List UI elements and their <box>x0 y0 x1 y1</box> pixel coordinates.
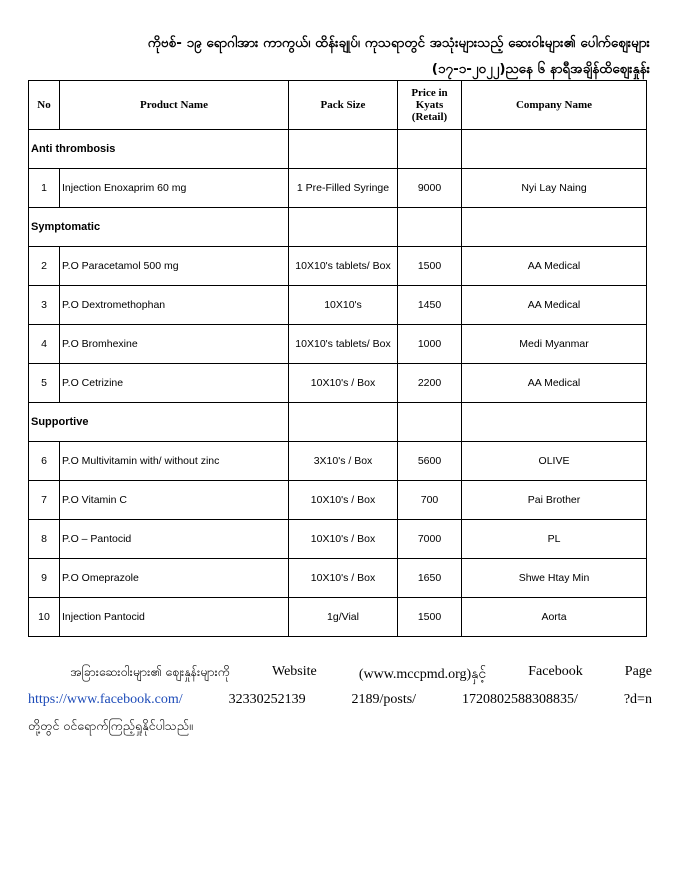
table-row <box>29 442 647 481</box>
footer-word: Facebook <box>528 664 583 679</box>
table-row <box>29 325 647 364</box>
price-cell: 5600 <box>398 442 462 481</box>
no-cell: 7 <box>29 481 60 520</box>
product-name-cell: Injection Enoxaprim 60 mg <box>60 169 289 208</box>
price-cell: 2200 <box>398 364 462 403</box>
document-title: ကိုဗစ်- ၁၉ ရောဂါအား ကာကွယ်၊ ထိန်းချုပ်၊ ကုသရာတွင် အသုံးများသည့် ဆေးဝါးများ၏ ပေါက်ဈေးများ <box>147 35 650 51</box>
product-name-cell: P.O Omeprazole <box>60 559 289 598</box>
pack-size-cell: 10X10's <box>289 286 398 325</box>
company-name-cell: AA Medical <box>462 247 647 286</box>
empty-cell <box>289 403 398 442</box>
section-heading: Supportive <box>29 403 289 442</box>
price-cell: 1500 <box>398 598 462 637</box>
section-heading: Symptomatic <box>29 208 289 247</box>
pack-size-cell: 10X10's tablets/ Box <box>289 247 398 286</box>
footer-word: Website <box>271 664 317 679</box>
no-cell: 6 <box>29 442 60 481</box>
company-name-cell: AA Medical <box>462 364 647 403</box>
footer-line-3: တို့တွင် ဝင်ရောက်ကြည့်ရှုနိုင်ပါသည်။ <box>28 718 193 733</box>
empty-cell <box>398 208 462 247</box>
footer-word: Page <box>624 664 652 679</box>
empty-cell <box>289 130 398 169</box>
price-cell: 1650 <box>398 559 462 598</box>
company-name-cell: Nyi Lay Naing <box>462 169 647 208</box>
table-row <box>29 598 647 637</box>
product-name-cell: P.O Cetrizine <box>60 364 289 403</box>
no-cell: 8 <box>29 520 60 559</box>
company-name-cell: OLIVE <box>462 442 647 481</box>
table-row <box>29 169 647 208</box>
column-header-price: Price in Kyats (Retail) <box>398 81 462 130</box>
company-name-cell: Aorta <box>462 598 647 637</box>
product-name-cell: P.O Dextromethophan <box>60 286 289 325</box>
empty-cell <box>289 208 398 247</box>
table-row <box>29 247 647 286</box>
company-name-cell: Medi Myanmar <box>462 325 647 364</box>
footer-link-part: 32330252139 <box>228 692 306 707</box>
product-name-cell: Injection Pantocid <box>60 598 289 637</box>
price-cell: 9000 <box>398 169 462 208</box>
table-row <box>29 520 647 559</box>
empty-cell <box>398 130 462 169</box>
price-cell: 7000 <box>398 520 462 559</box>
price-table <box>28 80 647 637</box>
product-name-cell: P.O Paracetamol 500 mg <box>60 247 289 286</box>
no-cell: 10 <box>29 598 60 637</box>
no-cell: 1 <box>29 169 60 208</box>
empty-cell <box>462 130 647 169</box>
document-subtitle-date: (၁၇-၁-၂၀၂၂)ညနေ ၆ နာရီအချိန်ထိဈေးနှုန်း <box>431 61 650 77</box>
footer-website-text[interactable]: (www.mccpmd.org)နှင့် <box>358 667 487 682</box>
pack-size-cell: 10X10's / Box <box>289 481 398 520</box>
pack-size-cell: 1g/Vial <box>289 598 398 637</box>
product-name-cell: P.O Multivitamin with/ without zinc <box>60 442 289 481</box>
empty-cell <box>462 403 647 442</box>
company-name-cell: Shwe Htay Min <box>462 559 647 598</box>
pack-size-cell: 3X10's / Box <box>289 442 398 481</box>
no-cell: 4 <box>29 325 60 364</box>
section-row <box>29 130 647 169</box>
pack-size-cell: 1 Pre-Filled Syringe <box>289 169 398 208</box>
footer-line-2 <box>28 692 652 708</box>
facebook-link[interactable]: https://www.facebook.com/ <box>28 692 183 707</box>
product-name-cell: P.O – Pantocid <box>60 520 289 559</box>
column-header-product: Product Name <box>60 81 289 130</box>
table-body <box>29 130 647 637</box>
company-name-cell: PL <box>462 520 647 559</box>
footer-link-part: 1720802588308835/ <box>462 692 578 707</box>
empty-cell <box>462 208 647 247</box>
table-row <box>29 559 647 598</box>
price-cell: 700 <box>398 481 462 520</box>
price-cell: 1500 <box>398 247 462 286</box>
column-header-pack: Pack Size <box>289 81 398 130</box>
footer-link-part: ?d=n <box>623 692 652 707</box>
price-cell: 1000 <box>398 325 462 364</box>
no-cell: 2 <box>29 247 60 286</box>
pack-size-cell: 10X10's tablets/ Box <box>289 325 398 364</box>
no-cell: 9 <box>29 559 60 598</box>
table-row <box>29 481 647 520</box>
pack-size-cell: 10X10's / Box <box>289 364 398 403</box>
table-row <box>29 286 647 325</box>
product-name-cell: P.O Bromhexine <box>60 325 289 364</box>
product-name-cell: P.O Vitamin C <box>60 481 289 520</box>
section-row <box>29 403 647 442</box>
pack-size-cell: 10X10's / Box <box>289 559 398 598</box>
column-header-no: No <box>29 81 60 130</box>
company-name-cell: Pai Brother <box>462 481 647 520</box>
table-row <box>29 364 647 403</box>
section-row <box>29 208 647 247</box>
empty-cell <box>398 403 462 442</box>
column-header-company: Company Name <box>462 81 647 130</box>
pack-size-cell: 10X10's / Box <box>289 520 398 559</box>
price-cell: 1450 <box>398 286 462 325</box>
footer-intro-text: အခြားဆေးဝါးများ၏ ဈေးနှုန်းများကို <box>70 664 230 679</box>
footer-line-1 <box>28 664 652 685</box>
footer-link-part: 2189/posts/ <box>351 692 417 707</box>
company-name-cell: AA Medical <box>462 286 647 325</box>
section-heading: Anti thrombosis <box>29 130 289 169</box>
no-cell: 5 <box>29 364 60 403</box>
table-header-row <box>29 81 647 130</box>
no-cell: 3 <box>29 286 60 325</box>
